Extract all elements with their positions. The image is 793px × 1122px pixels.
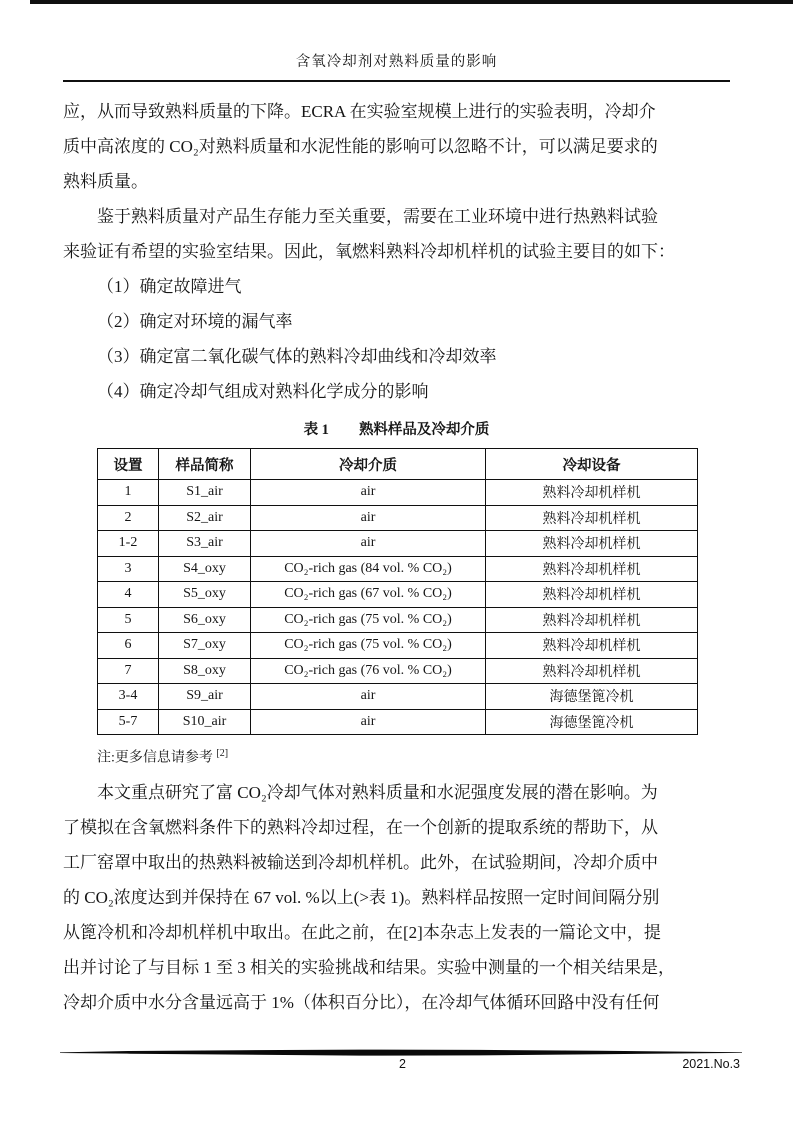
cell-setting: 1-2 (98, 531, 159, 557)
samples-table (97, 448, 698, 735)
paragraph-3 (63, 775, 730, 1020)
table-row (98, 582, 698, 608)
table-row (98, 709, 698, 735)
table-row (98, 607, 698, 633)
cell-sample: S8_oxy (159, 658, 251, 684)
cell-sample: S2_air (159, 505, 251, 531)
text-line: 了模拟在含氧燃料条件下的熟料冷却过程，在一个创新的提取系统的帮助下，从 (63, 817, 658, 837)
text-line: 鉴于熟料质量对产品生存能力至关重要，需要在工业环境中进行热熟料试验 (97, 207, 658, 226)
cell-medium: CO₂-rich gas (67 vol. % CO₂) (251, 582, 486, 608)
cell-setting: 7 (98, 658, 159, 684)
cell-device: 熟料冷却机样机 (486, 480, 698, 506)
text-line: 来验证有希望的实验室结果。因此，氧燃料熟料冷却机样机的试验主要目的如下： (63, 242, 675, 261)
table-row (98, 556, 698, 582)
cell-device: 熟料冷却机样机 (486, 658, 698, 684)
cell-device: 熟料冷却机样机 (486, 556, 698, 582)
cell-setting: 5-7 (98, 709, 159, 735)
table-note (63, 744, 730, 769)
cell-setting: 2 (98, 505, 159, 531)
table-row (98, 633, 698, 659)
body-text (63, 94, 730, 1020)
text-line: 冷却介质中水分含量远高于 1%（体积百分比），在冷却气体循环回路中没有任何 (63, 992, 660, 1012)
cell-setting: 5 (98, 607, 159, 633)
running-header-title: 含氧冷却剂对熟料质量的影响 (295, 54, 498, 70)
cell-medium: air (251, 505, 486, 531)
objectives-list (63, 269, 730, 409)
paragraph-2 (63, 199, 730, 269)
cell-sample: S6_oxy (159, 607, 251, 633)
text-line: 从篦冷机和冷却机样机中取出。在此之前，在[2]本杂志上发表的一篇论文中，提 (63, 922, 661, 942)
text-line: 出并讨论了与目标 1 至 3 相关的实验挑战和结果。实验中测量的一个相关结果是， (63, 957, 675, 977)
text-line: 熟料质量。 (63, 172, 148, 191)
cell-device: 熟料冷却机样机 (486, 582, 698, 608)
table-header-row (98, 449, 698, 480)
cell-setting: 3 (98, 556, 159, 582)
cell-device: 熟料冷却机样机 (486, 607, 698, 633)
cell-medium: CO₂-rich gas (76 vol. % CO₂) (251, 658, 486, 684)
cell-medium: CO₂-rich gas (84 vol. % CO₂) (251, 556, 486, 582)
list-item: （4）确定冷却气组成对熟料化学成分的影响 (97, 382, 429, 401)
table-row (98, 480, 698, 506)
table-row (98, 531, 698, 557)
page-footer (63, 1057, 742, 1075)
issue-label: 2021.No.3 (682, 1057, 740, 1071)
cell-setting: 4 (98, 582, 159, 608)
list-item: （3）确定富二氧化碳气体的熟料冷却曲线和冷却效率 (97, 347, 497, 366)
cell-sample: S5_oxy (159, 582, 251, 608)
cell-medium: air (251, 480, 486, 506)
cell-medium: air (251, 531, 486, 557)
cell-device: 熟料冷却机样机 (486, 531, 698, 557)
list-item: （1）确定故障进气 (97, 277, 242, 296)
text-line: 工厂窑罩中取出的热熟料被输送到冷却机样机。此外，在试验期间，冷却介质中 (63, 852, 658, 872)
col-header-medium: 冷却介质 (251, 449, 486, 480)
table-row (98, 684, 698, 710)
cell-sample: S9_air (159, 684, 251, 710)
cell-sample: S3_air (159, 531, 251, 557)
paragraph-1 (63, 94, 730, 199)
cell-medium: air (251, 709, 486, 735)
cell-setting: 3-4 (98, 684, 159, 710)
text-line: 本文重点研究了富 CO₂冷却气体对熟料质量和水泥强度发展的潜在影响。为 (97, 782, 658, 802)
table-caption-title: 熟料样品及冷却介质 (358, 422, 490, 438)
cell-medium: CO₂-rich gas (75 vol. % CO₂) (251, 633, 486, 659)
text-line: 应，从而导致熟料质量的下降。ECRA 在实验室规模上进行的实验表明，冷却介 (63, 102, 656, 121)
cell-medium: air (251, 684, 486, 710)
cell-setting: 6 (98, 633, 159, 659)
cell-sample: S10_air (159, 709, 251, 735)
table-caption-label: 表 1 (303, 422, 329, 438)
page-content (63, 0, 730, 1020)
cell-device: 海德堡篦冷机 (486, 684, 698, 710)
page-bottom-rule (60, 1048, 742, 1057)
table-caption (63, 414, 730, 446)
table-note-ref: [2] (216, 748, 229, 759)
list-item: （2）确定对环境的漏气率 (97, 312, 293, 331)
cell-sample: S7_oxy (159, 633, 251, 659)
table-row (98, 505, 698, 531)
col-header-setting: 设置 (98, 449, 159, 480)
cell-sample: S1_air (159, 480, 251, 506)
cell-medium: CO₂-rich gas (75 vol. % CO₂) (251, 607, 486, 633)
cell-sample: S4_oxy (159, 556, 251, 582)
col-header-device: 冷却设备 (486, 449, 698, 480)
page-number: 2 (399, 1057, 406, 1071)
cell-device: 熟料冷却机样机 (486, 505, 698, 531)
table-row (98, 658, 698, 684)
running-header (63, 50, 730, 82)
cell-setting: 1 (98, 480, 159, 506)
table-note-text: 注:更多信息请参考 (97, 750, 217, 766)
text-line: 的 CO₂浓度达到并保持在 67 vol. %以上(>表 1)。熟料样品按照一定时间间隔分别 (63, 887, 660, 907)
col-header-sample: 样品简称 (159, 449, 251, 480)
text-line: 质中高浓度的 CO₂对熟料质量和水泥性能的影响可以忽略不计，可以满足要求的 (63, 137, 658, 156)
cell-device: 熟料冷却机样机 (486, 633, 698, 659)
table-body (98, 480, 698, 735)
cell-device: 海德堡篦冷机 (486, 709, 698, 735)
